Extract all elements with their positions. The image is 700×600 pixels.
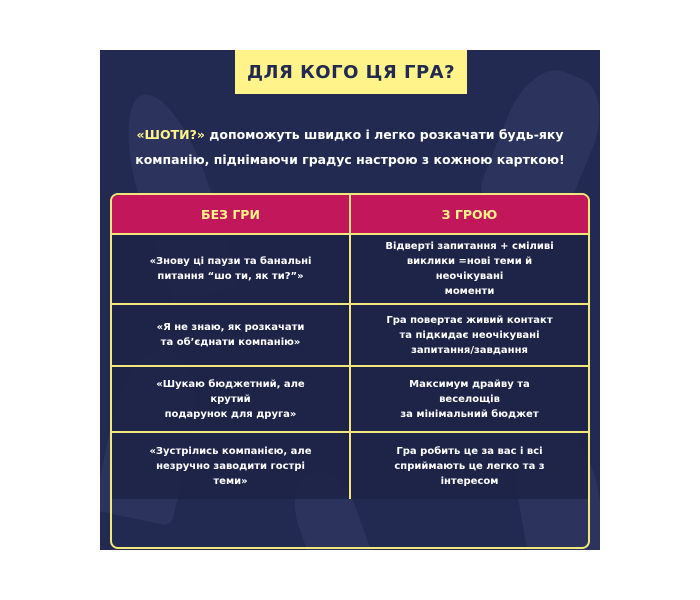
comparison-table — [110, 193, 590, 549]
table-row — [112, 433, 588, 499]
table-row — [112, 235, 588, 305]
cell-with-game: Гра робить це за вас і всі сприймають це легко та з інтересом — [349, 433, 588, 499]
cell-with-game: Максимум драйву та веселощів за мінімальний бюджет — [349, 367, 588, 431]
cell-without-game: «Знову ці паузи та банальні питання “шо ти, як ти?”» — [149, 256, 312, 282]
intro-line-2: компанію, піднімаючи градус настрою з кожною карткою! — [135, 152, 565, 167]
info-panel — [100, 50, 600, 550]
brand-name: «ШОТИ?» — [136, 127, 205, 142]
header-without-game: БЕЗ ГРИ — [201, 206, 260, 222]
cell-without-game: «Я не знаю, як розкачати та об’єднати компанію» — [156, 322, 305, 348]
intro-line-1-rest: допоможуть швидко і легко розкачати будь-яку — [204, 127, 564, 142]
cell-without-game: «Шукаю бюджетний, але крутий подарунок для друга» — [156, 378, 305, 420]
header-with-game: З ГРОЮ — [349, 195, 588, 233]
intro-line-1 — [120, 122, 580, 147]
intro-text — [120, 122, 580, 172]
cell-without-game: «Зустрілись компанією, але незручно заводити гострі теми» — [149, 445, 312, 487]
table-row — [112, 305, 588, 367]
table-header — [112, 195, 588, 235]
table-row — [112, 367, 588, 433]
cell-with-game: Відверті запитання + сміливі виклики =нові теми й неочікувані моменти — [349, 235, 588, 303]
page-title: ДЛЯ КОГО ЦЯ ГРА? — [246, 61, 456, 83]
title-banner — [235, 50, 467, 94]
cell-with-game: Гра повертає живий контакт та підкидає неочікувані запитання/завдання — [349, 305, 588, 365]
